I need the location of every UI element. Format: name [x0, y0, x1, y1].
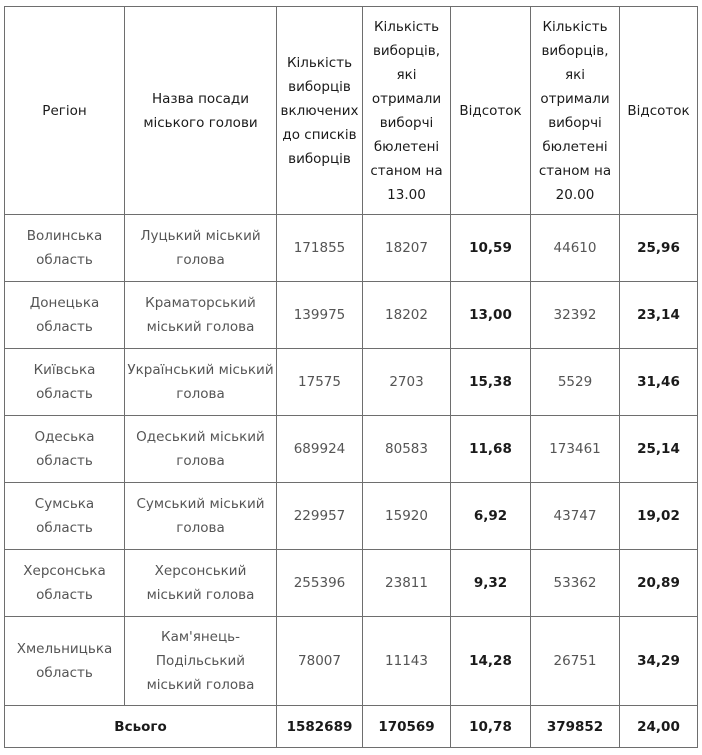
cell-position: Сумський міський голова	[125, 483, 277, 550]
cell-ballots-13: 2703	[363, 349, 451, 416]
cell-percent-13: 6,92	[451, 483, 531, 550]
cell-percent-20: 25,14	[620, 416, 698, 483]
total-ballots-13: 170569	[363, 706, 451, 748]
table-row	[5, 215, 698, 282]
cell-percent-13: 11,68	[451, 416, 531, 483]
cell-percent-20: 31,46	[620, 349, 698, 416]
cell-ballots-13: 15920	[363, 483, 451, 550]
total-voters: 1582689	[277, 706, 363, 748]
header-ballots-13: Кількість виборців, які отримали виборчі бюлетені станом на 13.00	[363, 7, 451, 215]
cell-ballots-20: 173461	[531, 416, 620, 483]
cell-percent-13: 13,00	[451, 282, 531, 349]
header-region: Регіон	[5, 7, 125, 215]
cell-ballots-20: 26751	[531, 617, 620, 706]
cell-position: Кам'янець-Подільський міський голова	[125, 617, 277, 706]
cell-ballots-20: 44610	[531, 215, 620, 282]
cell-position: Херсонський міський голова	[125, 550, 277, 617]
cell-ballots-20: 32392	[531, 282, 620, 349]
cell-position: Луцький міський голова	[125, 215, 277, 282]
cell-region: Сумська область	[5, 483, 125, 550]
cell-percent-20: 20,89	[620, 550, 698, 617]
header-ballots-20: Кількість виборців, які отримали виборчі бюлетені станом на 20.00	[531, 7, 620, 215]
cell-region: Хмельницька область	[5, 617, 125, 706]
table-row	[5, 282, 698, 349]
header-position: Назва посади міського голови	[125, 7, 277, 215]
table-row	[5, 550, 698, 617]
cell-voters: 255396	[277, 550, 363, 617]
cell-ballots-13: 23811	[363, 550, 451, 617]
cell-percent-20: 19,02	[620, 483, 698, 550]
cell-position: Український міський голова	[125, 349, 277, 416]
cell-percent-13: 9,32	[451, 550, 531, 617]
header-percent-20: Відсоток	[620, 7, 698, 215]
cell-position: Одеський міський голова	[125, 416, 277, 483]
cell-percent-13: 14,28	[451, 617, 531, 706]
cell-position: Краматорський міський голова	[125, 282, 277, 349]
cell-voters: 139975	[277, 282, 363, 349]
cell-ballots-20: 53362	[531, 550, 620, 617]
cell-ballots-13: 80583	[363, 416, 451, 483]
cell-percent-20: 23,14	[620, 282, 698, 349]
total-percent-13: 10,78	[451, 706, 531, 748]
cell-percent-13: 10,59	[451, 215, 531, 282]
cell-percent-20: 34,29	[620, 617, 698, 706]
cell-ballots-20: 43747	[531, 483, 620, 550]
cell-ballots-20: 5529	[531, 349, 620, 416]
total-percent-20: 24,00	[620, 706, 698, 748]
turnout-table	[4, 6, 698, 748]
cell-voters: 689924	[277, 416, 363, 483]
total-label: Всього	[5, 706, 277, 748]
header-voters: Кількість виборців включених до списків виборців	[277, 7, 363, 215]
table-row	[5, 349, 698, 416]
cell-voters: 17575	[277, 349, 363, 416]
cell-percent-20: 25,96	[620, 215, 698, 282]
cell-region: Донецька область	[5, 282, 125, 349]
cell-region: Волинська область	[5, 215, 125, 282]
cell-voters: 78007	[277, 617, 363, 706]
cell-region: Одеська область	[5, 416, 125, 483]
cell-voters: 171855	[277, 215, 363, 282]
cell-voters: 229957	[277, 483, 363, 550]
total-ballots-20: 379852	[531, 706, 620, 748]
cell-ballots-13: 18202	[363, 282, 451, 349]
cell-ballots-13: 18207	[363, 215, 451, 282]
cell-region: Херсонська область	[5, 550, 125, 617]
table-row	[5, 617, 698, 706]
table-row	[5, 483, 698, 550]
total-row	[5, 706, 698, 748]
header-percent-13: Відсоток	[451, 7, 531, 215]
cell-percent-13: 15,38	[451, 349, 531, 416]
cell-region: Київська область	[5, 349, 125, 416]
cell-ballots-13: 11143	[363, 617, 451, 706]
table-row	[5, 416, 698, 483]
header-row	[5, 7, 698, 215]
